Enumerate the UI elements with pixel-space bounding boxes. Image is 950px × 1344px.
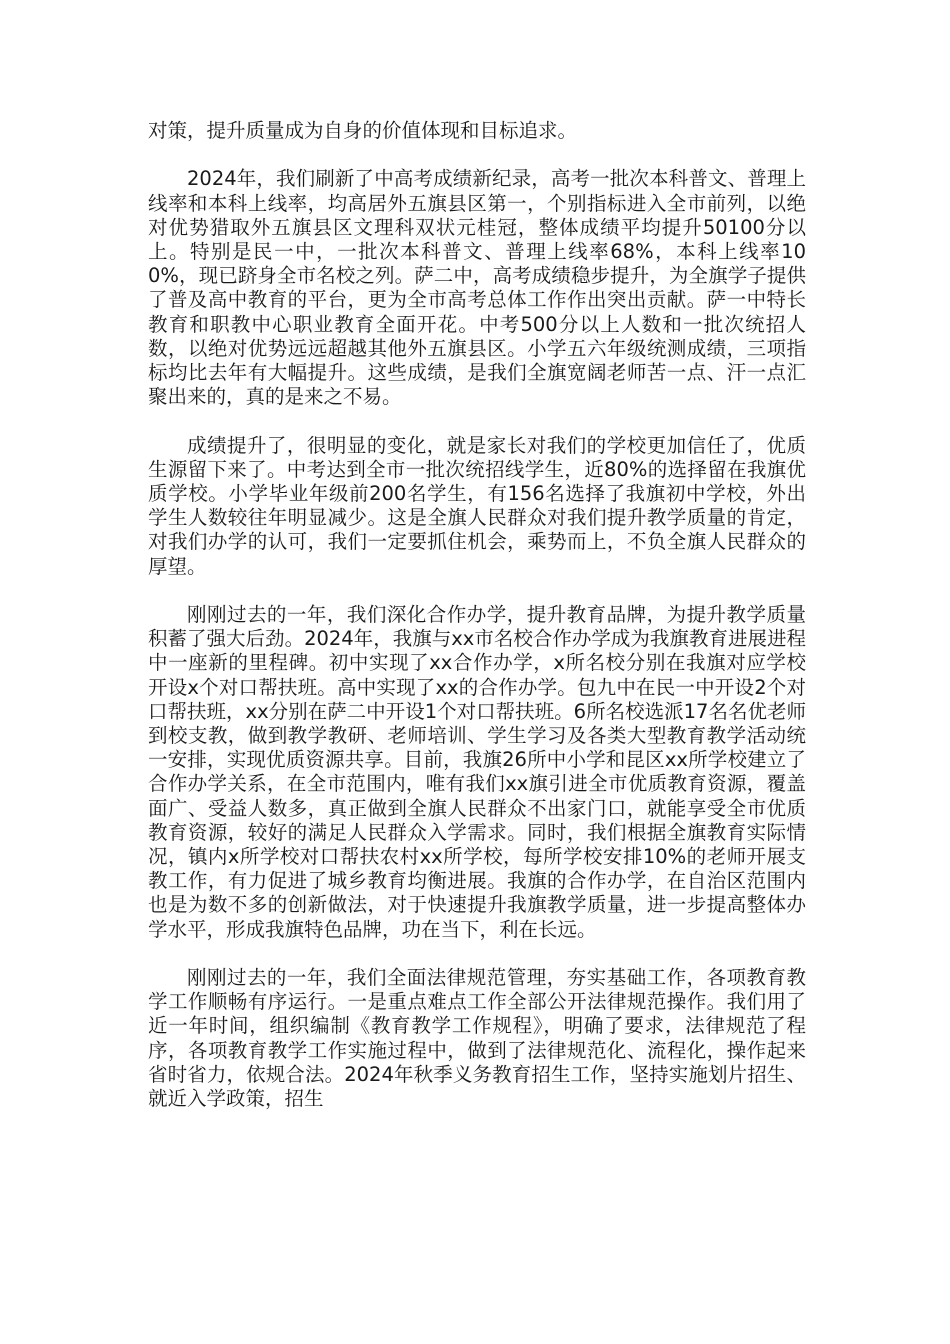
paragraph-3: 成绩提升了，很明显的变化，就是家长对我们的学校更加信任了，优质生源留下来了。中考达到全市一批次统招线学生，近80%的选择留在我旗优质学校。小学毕业年级前200名学生，有156名选择了我旗初中学校，外出学生人数较往年明显减少。这是全旗人民群众对我们提升教学质量的肯定，对我们办学的认可，我们一定要抓住机会，乘势而上，不负全旗人民群众的厚望。 [148, 433, 806, 578]
paragraph-1: 对策，提升质量成为自身的价值体现和目标追求。 [148, 119, 578, 142]
paragraph-5: 刚刚过去的一年，我们全面法律规范管理，夯实基础工作，各项教育教学工作顺畅有序运行。一是重点难点工作全部公开法律规范操作。我们用了近一年时间，组织编制《教育教学工作规程》，明确了要求，法律规范了程序，各项教育教学工作实施过程中，做到了法律规范化、流程化，操作起来省时省力，依规合法。2024年秋季义务教育招生工作，坚持实施划片招生、就近入学政策，招生 [148, 966, 806, 1111]
document-body [148, 119, 806, 1135]
paragraph-4: 刚刚过去的一年，我们深化合作办学，提升教育品牌，为提升教学质量积蓄了强大后劲。2024年，我旗与xx市名校合作办学成为我旗教育进展进程中一座新的里程碑。初中实现了xx合作办学，x所名校分别在我旗对应学校开设x个对口帮扶班。高中实现了xx的合作办学。包九中在民一中开设2个对口帮扶班，xx分别在萨二中开设1个对口帮扶班。6所名校选派17名名优老师到校支教，做到教学教研、老师培训、学生学习及各类大型教育教学活动统一安排，实现优质资源共享。目前，我旗26所中小学和昆区xx所学校建立了合作办学关系，在全市范围内，唯有我们xx旗引进全市优质教育资源，覆盖面广、受益人数多，真正做到全旗人民群众不出家门口，就能享受全市优质教育资源，较好的满足人民群众入学需求。同时，我们根据全旗教育实际情况，镇内x所学校对口帮扶农村xx所学校，每所学校安排10%的老师开展支教工作，有力促进了城乡教育均衡进展。我旗的合作办学，在自治区范围内也是为数不多的创新做法，对于快速提升我旗教学质量，进一步提高整体办学水平，形成我旗特色品牌，功在当下，利在长远。 [148, 603, 806, 941]
paragraph-2: 2024年，我们刷新了中高考成绩新纪录，高考一批次本科普文、普理上线率和本科上线率，均高居外五旗县区第一，个别指标进入全市前列，以绝对优势猎取外五旗县区文理科双状元桂冠，整体成绩平均提升50100分以上。特别是民一中，一批次本科普文、普理上线率68%，本科上线率100%，现已跻身全市名校之列。萨二中，高考成绩稳步提升，为全旗学子提供了普及高中教育的平台，更为全市高考总体工作作出突出贡献。萨一中特长教育和职教中心职业教育全面开花。中考500分以上人数和一批次统招人数，以绝对优势远远超越其他外五旗县区。小学五六年级统测成绩，三项指标均比去年有大幅提升。这些成绩，是我们全旗宽阔老师苦一点、汗一点汇聚出来的，真的是来之不易。 [148, 167, 806, 409]
